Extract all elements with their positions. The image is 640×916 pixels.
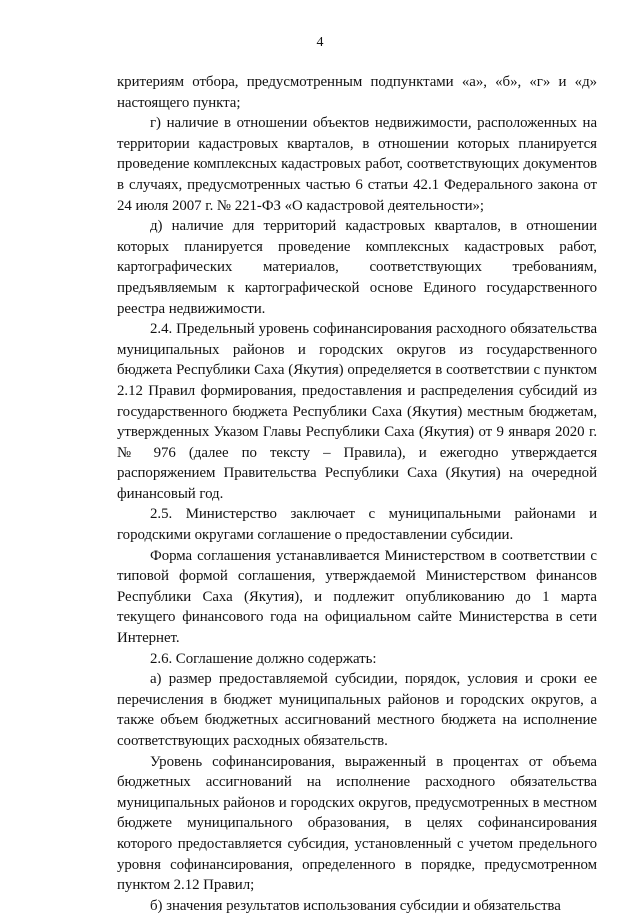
paragraph-item-a: а) размер предоставляемой субсидии, порядок, условия и сроки ее перечисления в бюджет муниципальных районов и городских округов, а также объем бюджетных ассигнований местного бюджета на исполнение соответствующих расходных обязательств. — [117, 671, 597, 749]
page-number: 4 — [316, 35, 324, 50]
paragraph-item-b: б) значения результатов использования субсидии и обязательства — [150, 897, 561, 914]
paragraph-item-g: г) наличие в отношении объектов недвижимости, расположенных на территории кадастровых кварталов, в отношении которых планируется проведение комплексных кадастровых работ, соответствующих документов в случаях, предусмотренных частью 6 статьи 42.1 Федерального закона от 24 июля 2007 г. № 221-ФЗ «О кадастровой деятельности»; — [117, 115, 597, 214]
paragraph-agreement-form: Форма соглашения устанавливается Министерством в соответствии с типовой формой соглашения, утверждаемой Министерством финансов Республики Саха (Якутия), и подлежит опубликованию до 1 марта текущего финансового года на официальном сайте Министерства в сети Интернет. — [117, 547, 597, 647]
paragraph-2-5: 2.5. Министерство заключает с муниципальными районами и городскими округами соглашение о предоставлении субсидии. — [117, 506, 597, 544]
paragraph-2-4: 2.4. Предельный уровень софинансирования расходного обязательства муниципальных районов и городских округов из государственного бюджета Республики Саха (Якутия) определяется в соответствии с пунктом 2.12 Правил формирования, предоставления и распределения субсидий из государственного бюджета Республики Саха (Якутия) местным бюджетам, утвержденных Указом Главы Республики Саха (Якутия) от 9 января 2020 г. № 976 (далее по тексту – Правила), и ежегодно утверждается распоряжением Правительства Республики Саха (Якутия) на очередной финансовый год. — [117, 321, 597, 502]
paragraph-item-d: д) наличие для территорий кадастровых кварталов, в отношении которых планируется проведение комплексных кадастровых работ, картографических материалов, соответствующих требованиям, предъявляемым к картографической основе Единого государственного реестра недвижимости. — [117, 218, 597, 317]
paragraph-2-6: 2.6. Соглашение должно содержать: — [150, 650, 377, 667]
document-body — [117, 72, 597, 916]
paragraph-cofinancing-level: Уровень софинансирования, выраженный в процентах от объема бюджетных ассигнований на исполнение расходного обязательства муниципальных районов и городских округов, предусмотренных в местном бюджете муниципального образования, в целях софинансирования которого предоставляется субсидия, установленный с учетом предельного уровня софинансирования, определенного в порядке, предусмотренном пунктом 2.12 Правил; — [117, 753, 597, 894]
paragraph-continuation: критериям отбора, предусмотренным подпунктами «а», «б», «г» и «д» настоящего пункта; — [117, 74, 597, 111]
